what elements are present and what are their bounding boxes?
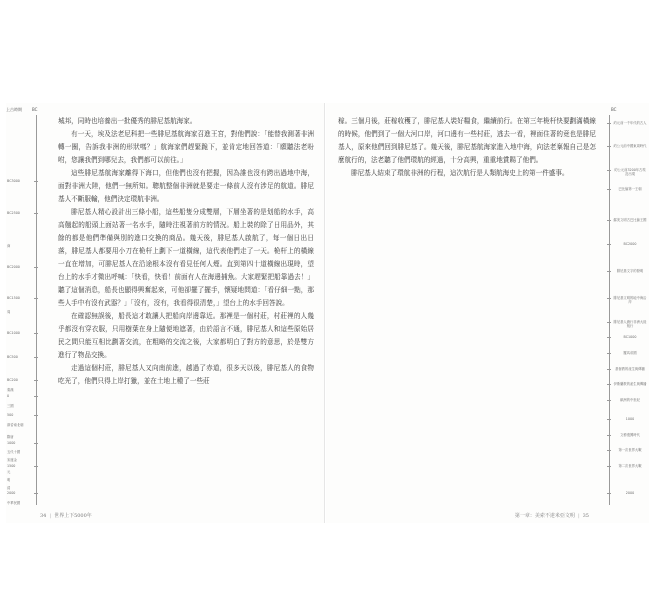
timeline-event-label: 文藝復興時代 bbox=[620, 433, 640, 437]
timeline-year-label: BC3000 bbox=[7, 179, 20, 183]
timeline-event-label: BC1000 bbox=[623, 335, 637, 339]
timeline-tick bbox=[607, 146, 611, 147]
timeline-tick bbox=[607, 369, 611, 370]
paragraph: 走過這個村莊，腓尼基人又向南前進，越過了赤道，很多天以後，腓尼基人的食物吃光了，他們只得上岸打獵，並在土地上種了一些莊 bbox=[58, 364, 314, 385]
timeline-tick bbox=[607, 322, 611, 323]
timeline-tick bbox=[34, 213, 38, 214]
timeline-event-label: 1000 bbox=[625, 417, 635, 421]
timeline-year-label: 1500 bbox=[7, 464, 16, 468]
timeline-year-label: 500 bbox=[7, 413, 14, 417]
timeline-tick bbox=[607, 123, 611, 124]
timeline-tick bbox=[607, 170, 611, 171]
timeline-event-label: 約公元前中國東周時代 bbox=[613, 144, 647, 148]
timeline-event-label: 羅馬帝國 bbox=[623, 351, 637, 355]
timeline-dynasty-label: 兩晉南北朝 bbox=[7, 423, 24, 427]
timeline-tick bbox=[607, 244, 611, 245]
timeline-year-label: BC1000 bbox=[7, 331, 20, 335]
timeline-tick bbox=[607, 189, 611, 190]
timeline-tick bbox=[34, 396, 38, 397]
timeline-tick bbox=[607, 220, 611, 221]
timeline-event-label: 歐洲的中世紀 bbox=[620, 398, 640, 402]
timeline-year-label: 0 bbox=[7, 394, 10, 398]
timeline-tick bbox=[34, 466, 38, 467]
paragraph: 城邦，同時也培養出一批優秀的腓尼基航海家。 bbox=[58, 117, 197, 125]
timeline-dynasty-label: 周 bbox=[7, 310, 11, 314]
timeline-year-label: BC2000 bbox=[7, 265, 20, 269]
left-footer: 34 | 世界上下5000年 bbox=[40, 513, 92, 519]
timeline-year-label: 1000 bbox=[7, 441, 16, 445]
timeline-tick bbox=[607, 450, 611, 451]
timeline-dynasty-label: 商 bbox=[7, 244, 11, 248]
page-number: 34 bbox=[40, 513, 47, 519]
timeline-event-label: 第一次世界大戰 bbox=[618, 448, 642, 452]
timeline-year-label: BC200 bbox=[7, 378, 18, 382]
paragraph: 這些腓尼基航海家離得下海口，但他們也沒有把握，因為誰也沒有跨出過地中海，面對非洲大陸，他們一無所知。聰航整個非洲就是要走一條前人沒有涉足的航道。腓尼基人不斷服輸，他們決定環航非洲。 bbox=[58, 169, 314, 203]
timeline-event-label: 約公元前3200年古埃及出現 bbox=[614, 168, 646, 176]
timeline-tick bbox=[34, 298, 38, 299]
timeline-event-label: 巴比倫第一王朝 bbox=[618, 187, 642, 191]
timeline-event-label: 腓尼基文字的發明 bbox=[616, 269, 644, 273]
timeline-event-label: 基督教的產生與傳播 bbox=[615, 367, 645, 371]
timeline-event-label: BC2000 bbox=[623, 242, 637, 246]
timeline-era-label: 上古時期 bbox=[6, 107, 22, 112]
timeline-tick bbox=[607, 435, 611, 436]
timeline-year-label: 2000 bbox=[7, 491, 16, 495]
timeline-year-label: BC2500 bbox=[7, 211, 20, 215]
paragraph: 有一天，埃及法老尼科把一些腓尼基航海家召進王宮，對他們說：「能替我測著非洲轉一圈，告訴我非洲的形狀嗎？」航海家們趕緊跪下，並肯定地回答道：「願聽法老吩咐，您讓我們到哪兒去，我們都可以前往。」 bbox=[58, 130, 314, 164]
timeline-event-label: 蘇美文明古巴比倫王國 bbox=[613, 218, 647, 222]
timeline-year-label: BC1500 bbox=[7, 296, 20, 300]
timeline-era-bc-label: BC bbox=[611, 107, 617, 112]
timeline-dynasty-label: 明 bbox=[7, 478, 11, 482]
right-timeline bbox=[605, 107, 649, 505]
timeline-tick bbox=[34, 493, 38, 494]
paragraph: 稼。三個月後，莊稼收穫了，腓尼基人裝好糧食，繼續前行。在第三年桅杆快要劃滿橫線的時候，他們到了一個大河口岸，河口邊有一些村莊，逃去一看，裡面住著的竟也是腓尼基人，原來他們回到腓尼基了。幾天後，腓尼基航海家進入地中海，向法老稟報自己是怎麼航行的，法老聽了他們環航的經過，十分高興，重重地賞賜了他們。 bbox=[338, 117, 596, 164]
timeline-axis bbox=[36, 115, 37, 505]
timeline-event-label: 2000 bbox=[625, 491, 635, 495]
right-page bbox=[326, 103, 649, 523]
timeline-tick bbox=[607, 271, 611, 272]
timeline-tick bbox=[34, 333, 38, 334]
timeline-dynasty-label: 中華民國 bbox=[7, 501, 21, 505]
right-body-text bbox=[338, 115, 596, 180]
right-footer: 第一章：美索不達米亞文明 | 35 bbox=[514, 513, 589, 519]
timeline-year-label: BC500 bbox=[7, 355, 18, 359]
timeline-event-label: 約元前一千年代的古人 bbox=[613, 121, 647, 125]
timeline-dynasty-label: 五代十國 bbox=[7, 450, 21, 454]
timeline-era-bc-label: BC bbox=[32, 107, 38, 112]
timeline-tick bbox=[34, 443, 38, 444]
timeline-tick bbox=[34, 181, 38, 182]
timeline-tick bbox=[34, 357, 38, 358]
timeline-tick bbox=[607, 337, 611, 338]
timeline-tick bbox=[607, 298, 611, 299]
timeline-dynasty-label: 秦漢 bbox=[7, 388, 14, 392]
paragraph: 腓尼基人結束了環航非洲的行程，這次航行是人類航海史上的第一件盛事。 bbox=[351, 169, 569, 177]
timeline-event-label: 腓尼基人繞行非洲大陸航行 bbox=[613, 320, 647, 328]
page-number: 35 bbox=[582, 513, 589, 519]
timeline-tick bbox=[34, 380, 38, 381]
timeline-tick bbox=[34, 267, 38, 268]
timeline-event-label: 伊斯蘭教的產生與傳播 bbox=[613, 382, 647, 386]
timeline-tick bbox=[607, 353, 611, 354]
timeline-tick bbox=[607, 419, 611, 420]
paragraph: 在確認無誤後，船長這才敢讓人把船向岸邊靠近。那裡是一個村莊，村莊裡的人幾乎都沒有穿衣服，只用樹葉在身上隨便地遮著，由於語言不通，腓尼基人和這些原始居民之間只能互相比劃著交流，在粗略的交流之後，大家都明白了對方的意思，於是雙方進行了物品交換。 bbox=[58, 312, 314, 359]
timeline-tick bbox=[607, 384, 611, 385]
timeline-tick bbox=[607, 493, 611, 494]
timeline-tick bbox=[607, 400, 611, 401]
timeline-event-label: 第二次世界大戰 bbox=[618, 464, 642, 468]
left-timeline bbox=[6, 107, 48, 505]
timeline-axis bbox=[609, 115, 610, 505]
book-title: 世界上下5000年 bbox=[54, 513, 92, 519]
timeline-dynasty-label: 元 bbox=[7, 470, 11, 474]
book-spread bbox=[0, 103, 655, 523]
timeline-dynasty-label: 三國 bbox=[7, 404, 14, 408]
timeline-dynasty-label: 宋遼金 bbox=[7, 458, 17, 462]
left-page bbox=[6, 103, 325, 523]
left-body-text bbox=[58, 115, 314, 388]
timeline-dynasty-label: 隋唐 bbox=[7, 435, 14, 439]
chapter-title: 第一章：美索不達米亞文明 bbox=[514, 513, 575, 519]
paragraph: 腓尼基人精心設計出三條小船，這些船隻分成雙層，下層坐著的是划船的水手，高高翹起的船頭上面站著一名水手，隨時注視著前方的情況。船上裝的除了日用品外，其餘的都是他們準備與別的進口交換的商品。幾天後，腓尼基人啟航了，每一個日出日落，腓尼基人都要用小刀在桅杆上劃下一道橫線，這代表他們走了一天。桅杆上的橫線一直在增加，可腓尼基人在沿途根本沒有看見任何人煙。直到第四十道橫線出現時，望台上的水手才微出呼喊：「快看，快看！前面有人在海邊捕魚。大家趕緊把船靠過去！」聽了這個消息，船長也顯得興奮起來，可他卻擺了擺手，懷疑地問道：「看仔細一點，那些人手中有沒有武器？」「沒有，沒有，我看得很清楚，」望台上的水手回答說。 bbox=[58, 208, 314, 307]
timeline-dynasty-label: 清 bbox=[7, 486, 11, 490]
timeline-tick bbox=[34, 415, 38, 416]
timeline-event-label: 腓尼基文明的地中海沿岸 bbox=[613, 296, 647, 304]
timeline-tick bbox=[607, 466, 611, 467]
